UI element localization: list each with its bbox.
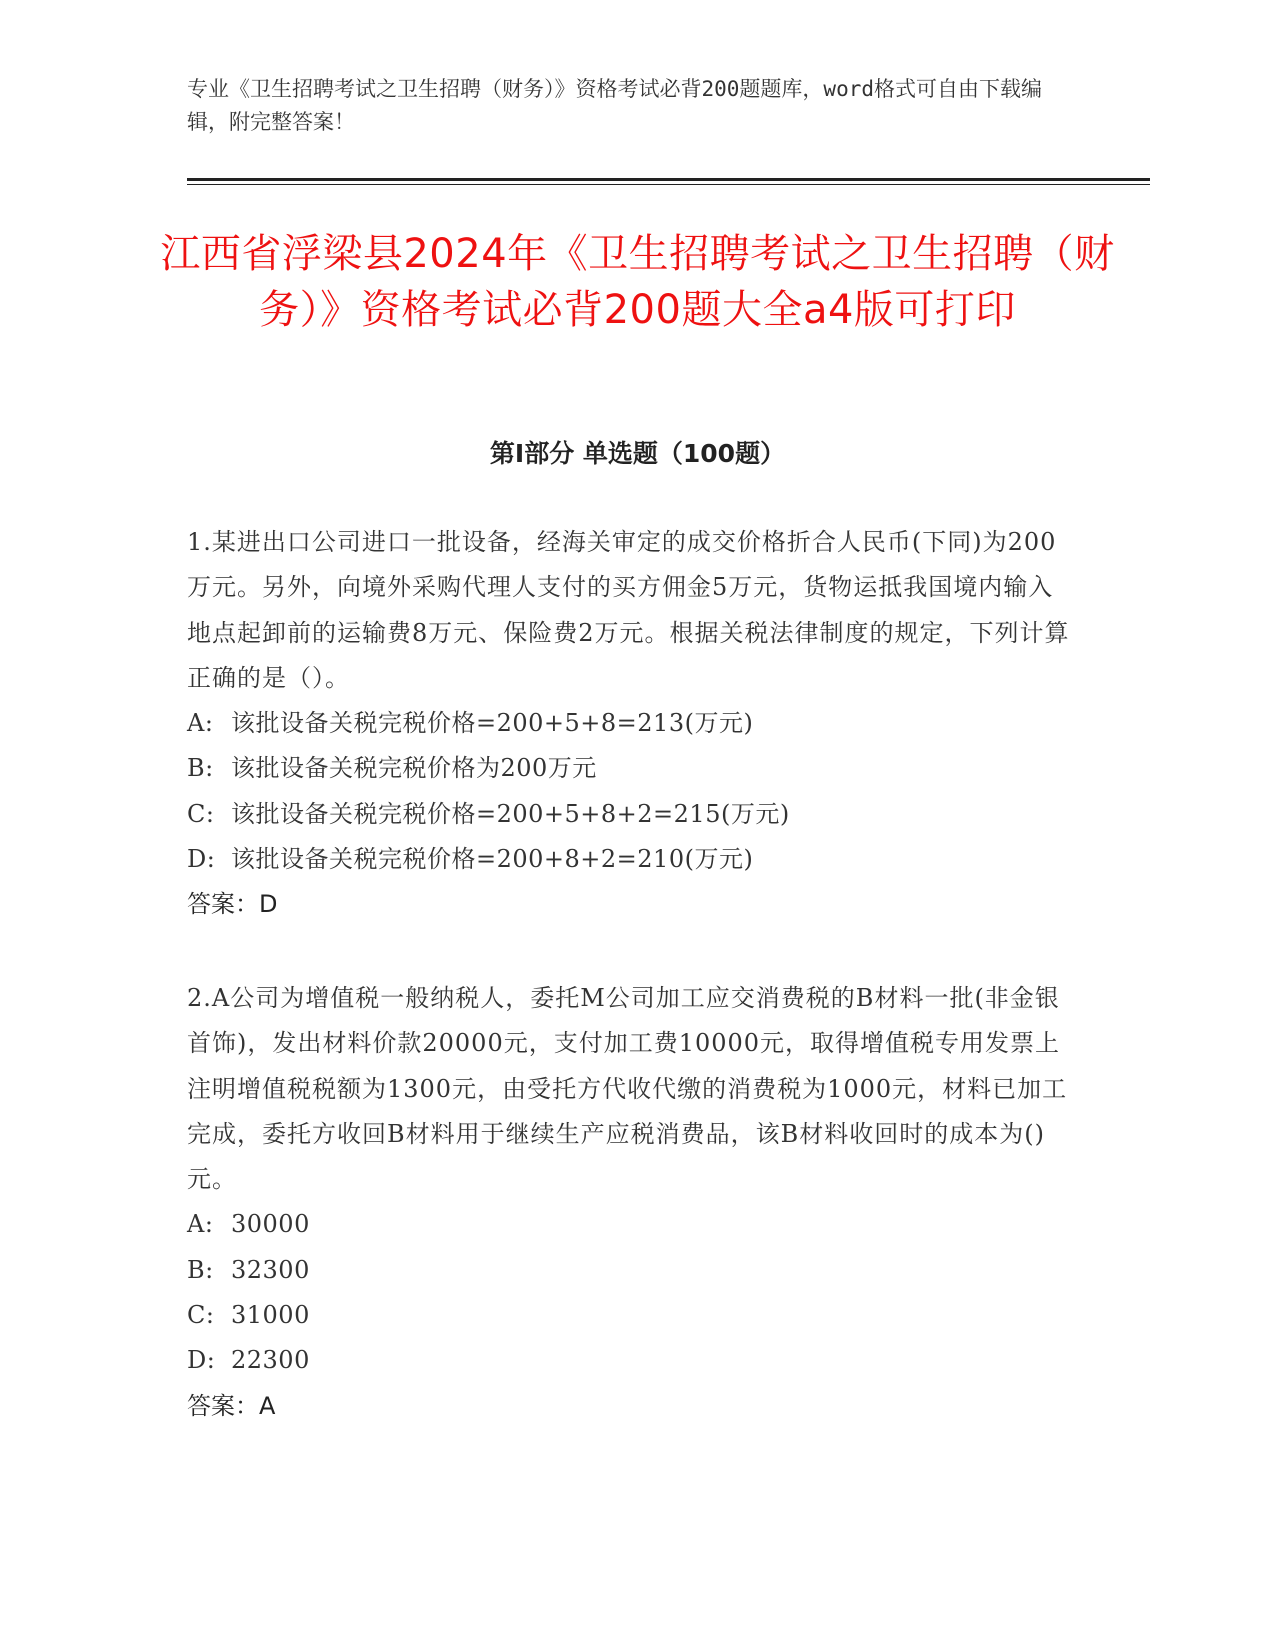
document-title: 江西省浮梁县2024年《卫生招聘考试之卫生招聘（财务）》资格考试必背200题大全a4版可打印: [160, 231, 1115, 333]
option-text: 该批设备关税完税价格=200+8+2=210(万元): [231, 845, 754, 874]
option-text: 30000: [231, 1210, 310, 1239]
answer: 答案：D: [187, 890, 278, 919]
option-d: [187, 837, 1077, 882]
header-note: 专业《卫生招聘考试之卫生招聘（财务）》资格考试必背200题题库，word格式可自由下载编辑，附完整答案！: [187, 77, 1042, 134]
option-letter: D:: [187, 1346, 216, 1375]
option-b: [187, 746, 1077, 791]
option-text: 31000: [231, 1301, 310, 1330]
option-a: [187, 1202, 1077, 1247]
option-letter: C:: [187, 1301, 215, 1330]
header-divider-thick: [187, 178, 1150, 181]
option-text: 32300: [231, 1255, 310, 1284]
option-d: [187, 1338, 1077, 1383]
question-1: [187, 520, 1077, 928]
section-heading: 第Ⅰ部分 单选题（100题）: [489, 439, 786, 468]
question-stem: 1.某进出口公司进口一批设备，经海关审定的成交价格折合人民币(下同)为200万元。另外，向境外采购代理人支付的买方佣金5万元，货物运抵我国境内输入地点起卸前的运输费8万元、保险费2万元。根据关税法律制度的规定，下列计算正确的是（）。: [187, 528, 1070, 692]
option-c: [187, 792, 1077, 837]
option-letter: B:: [187, 754, 214, 783]
header-divider-thin: [187, 184, 1150, 185]
option-a: [187, 701, 1077, 746]
option-b: [187, 1248, 1077, 1293]
option-letter: B:: [187, 1255, 214, 1284]
question-stem: 2.A公司为增值税一般纳税人，委托M公司加工应交消费税的B材料一批(非金银首饰)，发出材料价款20000元，支付加工费10000元，取得增值税专用发票上注明增值税税额为1300元，由受托方代收代缴的消费税为1000元，材料已加工完成，委托方收回B材料用于继续生产应税消费品，该B材料收回时的成本为()元。: [187, 984, 1068, 1194]
option-text: 该批设备关税完税价格=200+5+8+2=215(万元): [231, 799, 790, 828]
option-letter: D:: [187, 845, 216, 874]
option-letter: A:: [187, 709, 214, 738]
option-c: [187, 1293, 1077, 1338]
option-text: 该批设备关税完税价格=200+5+8=213(万元): [231, 709, 754, 738]
option-letter: A:: [187, 1210, 214, 1239]
option-text: 22300: [231, 1346, 310, 1375]
answer: 答案：A: [187, 1391, 276, 1420]
option-text: 该批设备关税完税价格为200万元: [231, 754, 597, 783]
option-letter: C:: [187, 799, 215, 828]
question-2: [187, 976, 1077, 1429]
